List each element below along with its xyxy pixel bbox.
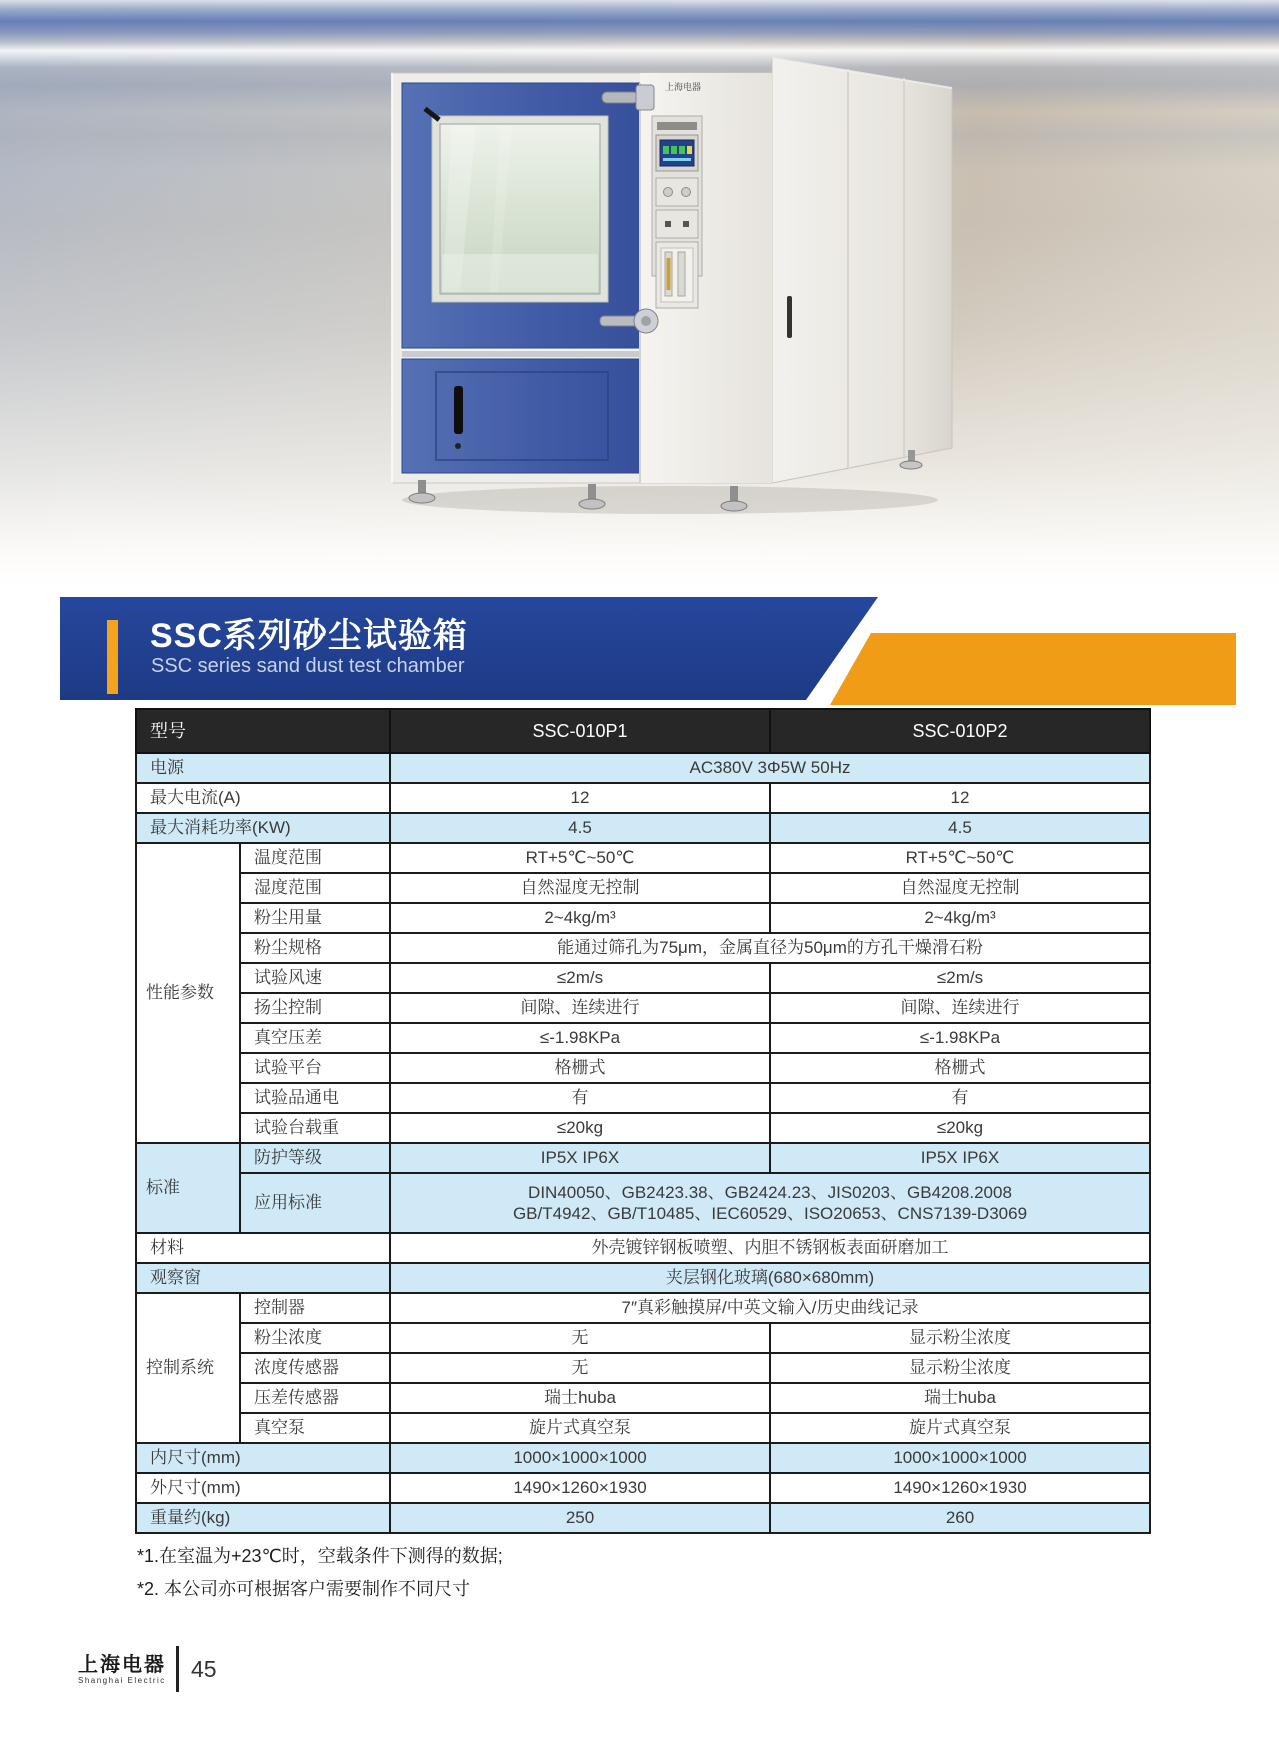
spec-label: 扬尘控制 bbox=[240, 993, 390, 1023]
table-row bbox=[136, 993, 1150, 1023]
spec-value: 4.5 bbox=[770, 813, 1150, 843]
table-row bbox=[136, 1443, 1150, 1473]
spec-label: 真空泵 bbox=[240, 1413, 390, 1443]
spec-label: 外尺寸(mm) bbox=[136, 1473, 390, 1503]
button-panel-1 bbox=[656, 178, 698, 206]
company-logo-cn: 上海电器 bbox=[78, 1653, 166, 1676]
spec-value: 2~4kg/m³ bbox=[390, 903, 770, 933]
spec-label: 浓度传感器 bbox=[240, 1353, 390, 1383]
table-row bbox=[136, 903, 1150, 933]
group-label: 控制系统 bbox=[136, 1293, 240, 1443]
spec-value: 显示粉尘浓度 bbox=[770, 1353, 1150, 1383]
table-row bbox=[136, 1473, 1150, 1503]
spec-value: 自然湿度无控制 bbox=[770, 873, 1150, 903]
banner-orange-band bbox=[830, 633, 1236, 705]
spec-label: 控制器 bbox=[240, 1293, 390, 1323]
button-panel-2 bbox=[656, 210, 698, 238]
standards-line-2: GB/T4942、GB/T10485、IEC60529、ISO20653、CNS7139-D3069 bbox=[512, 1204, 1028, 1223]
machine-logo: 上海电器 bbox=[664, 82, 702, 92]
spec-value: 显示粉尘浓度 bbox=[770, 1323, 1150, 1353]
footnote-2: *2. 本公司亦可根据客户需要制作不同尺寸 bbox=[137, 1579, 471, 1599]
spec-value: 4.5 bbox=[390, 813, 770, 843]
table-row bbox=[136, 1413, 1150, 1443]
group-label: 标准 bbox=[136, 1143, 240, 1233]
spec-value: 无 bbox=[390, 1323, 770, 1353]
spec-value: ≤-1.98KPa bbox=[770, 1023, 1150, 1053]
table-row bbox=[136, 1503, 1150, 1533]
table-row bbox=[136, 1173, 1150, 1233]
spec-label: 试验台载重 bbox=[240, 1113, 390, 1143]
table-row bbox=[136, 963, 1150, 993]
front-panel bbox=[392, 73, 772, 483]
spec-value: 间隙、连续进行 bbox=[390, 993, 770, 1023]
table-row bbox=[136, 813, 1150, 843]
mid-trim bbox=[402, 350, 642, 357]
page-footer bbox=[78, 1646, 217, 1692]
spec-value: 有 bbox=[770, 1083, 1150, 1113]
table-row bbox=[136, 1293, 1150, 1323]
spec-value: AC380V 3Φ5W 50Hz bbox=[390, 753, 1150, 783]
spec-label: 试验平台 bbox=[240, 1053, 390, 1083]
vent-strip bbox=[657, 122, 697, 130]
spec-value: 2~4kg/m³ bbox=[770, 903, 1150, 933]
spec-value: 旋片式真空泵 bbox=[770, 1413, 1150, 1443]
spec-label: 材料 bbox=[136, 1233, 390, 1263]
spec-label: 试验风速 bbox=[240, 963, 390, 993]
spec-value: IP5X IP6X bbox=[770, 1143, 1150, 1173]
page-title: SSC系列砂尘试验箱 bbox=[150, 617, 468, 655]
spec-value: 瑞士huba bbox=[770, 1383, 1150, 1413]
chamber-door bbox=[402, 83, 640, 348]
header-model-label: 型号 bbox=[136, 709, 390, 753]
group-label: 性能参数 bbox=[136, 843, 240, 1143]
table-row bbox=[136, 1353, 1150, 1383]
table-row bbox=[136, 873, 1150, 903]
spec-label: 试验品通电 bbox=[240, 1083, 390, 1113]
spec-value: IP5X IP6X bbox=[390, 1143, 770, 1173]
spec-label: 粉尘规格 bbox=[240, 933, 390, 963]
spec-value: ≤20kg bbox=[770, 1113, 1150, 1143]
spec-table bbox=[135, 708, 1151, 1534]
spec-value: 自然湿度无控制 bbox=[390, 873, 770, 903]
table-row bbox=[136, 1053, 1150, 1083]
side-handle-icon bbox=[787, 296, 792, 338]
spec-label: 真空压差 bbox=[240, 1023, 390, 1053]
spec-value: ≤2m/s bbox=[390, 963, 770, 993]
table-row bbox=[136, 933, 1150, 963]
banner-accent-bar bbox=[107, 620, 118, 694]
spec-value: 能通过筛孔为75μm，金属直径为50μm的方孔干燥滑石粉 bbox=[390, 933, 1150, 963]
spec-label: 粉尘用量 bbox=[240, 903, 390, 933]
footnote-1: *1.在室温为+23℃时，空载条件下测得的数据; bbox=[137, 1546, 503, 1566]
table-row bbox=[136, 1233, 1150, 1263]
product-photo bbox=[0, 0, 1279, 588]
spec-value: RT+5℃~50℃ bbox=[770, 843, 1150, 873]
spec-value: ≤2m/s bbox=[770, 963, 1150, 993]
spec-label: 重量约(kg) bbox=[136, 1503, 390, 1533]
footer-divider bbox=[176, 1646, 179, 1692]
table-row bbox=[136, 1263, 1150, 1293]
control-column bbox=[640, 73, 772, 483]
spec-value: 12 bbox=[390, 783, 770, 813]
spec-label: 压差传感器 bbox=[240, 1383, 390, 1413]
spec-value: 旋片式真空泵 bbox=[390, 1413, 770, 1443]
spec-label: 温度范围 bbox=[240, 843, 390, 873]
table-row bbox=[136, 843, 1150, 873]
spec-label: 湿度范围 bbox=[240, 873, 390, 903]
spec-label: 粉尘浓度 bbox=[240, 1323, 390, 1353]
table-row bbox=[136, 1143, 1150, 1173]
spec-value: ≤-1.98KPa bbox=[390, 1023, 770, 1053]
page-subtitle: SSC series sand dust test chamber bbox=[151, 655, 465, 677]
spec-value: ≤20kg bbox=[390, 1113, 770, 1143]
company-logo-en: Shanghai Electric bbox=[78, 1675, 166, 1685]
spec-value: 夹层钢化玻璃(680×680mm) bbox=[390, 1263, 1150, 1293]
spec-value: 有 bbox=[390, 1083, 770, 1113]
spec-label: 内尺寸(mm) bbox=[136, 1443, 390, 1473]
spec-value: 1490×1260×1930 bbox=[390, 1473, 770, 1503]
spec-value: 1490×1260×1930 bbox=[770, 1473, 1150, 1503]
ground-shadow bbox=[402, 486, 938, 514]
spec-label: 最大消耗功率(KW) bbox=[136, 813, 390, 843]
spec-value: 间隙、连续进行 bbox=[770, 993, 1150, 1023]
spec-value: 外壳镀锌钢板喷塑、内胆不锈钢板表面研磨加工 bbox=[390, 1233, 1150, 1263]
spec-value: 260 bbox=[770, 1503, 1150, 1533]
spec-value: 1000×1000×1000 bbox=[770, 1443, 1150, 1473]
spec-label: 观察窗 bbox=[136, 1263, 390, 1293]
table-row bbox=[136, 1383, 1150, 1413]
spec-value: 7″真彩触摸屏/中英文输入/历史曲线记录 bbox=[390, 1293, 1150, 1323]
spec-value: 无 bbox=[390, 1353, 770, 1383]
header-model-1: SSC-010P1 bbox=[390, 709, 770, 753]
company-logo bbox=[78, 1654, 166, 1685]
lower-panel bbox=[402, 359, 640, 473]
table-row bbox=[136, 753, 1150, 783]
header-model-2: SSC-010P2 bbox=[770, 709, 1150, 753]
controller-display bbox=[656, 135, 698, 171]
flow-meters bbox=[656, 242, 698, 308]
spec-value: 格栅式 bbox=[390, 1053, 770, 1083]
spec-label: 最大电流(A) bbox=[136, 783, 390, 813]
standards-line-1: DIN40050、GB2423.38、GB2424.23、JIS0203、GB4208.2008 bbox=[528, 1182, 1012, 1202]
table-row bbox=[136, 1113, 1150, 1143]
spec-value bbox=[390, 1173, 1150, 1233]
spec-value: RT+5℃~50℃ bbox=[390, 843, 770, 873]
page-number: 45 bbox=[191, 1655, 217, 1682]
footnotes bbox=[137, 1540, 503, 1606]
table-row bbox=[136, 1023, 1150, 1053]
table-row bbox=[136, 1323, 1150, 1353]
spec-label: 防护等级 bbox=[240, 1143, 390, 1173]
table-row bbox=[136, 783, 1150, 813]
lower-handle-icon bbox=[454, 386, 463, 434]
spec-value: 瑞士huba bbox=[390, 1383, 770, 1413]
spec-value: 250 bbox=[390, 1503, 770, 1533]
spec-label: 电源 bbox=[136, 753, 390, 783]
sand-dust-chamber-illustration bbox=[380, 38, 965, 518]
spec-value: 格栅式 bbox=[770, 1053, 1150, 1083]
spec-value: 12 bbox=[770, 783, 1150, 813]
table-header-row bbox=[136, 709, 1150, 753]
spec-label: 应用标准 bbox=[240, 1173, 390, 1233]
side-panel bbox=[772, 58, 952, 483]
spec-value: 1000×1000×1000 bbox=[390, 1443, 770, 1473]
table-row bbox=[136, 1083, 1150, 1113]
